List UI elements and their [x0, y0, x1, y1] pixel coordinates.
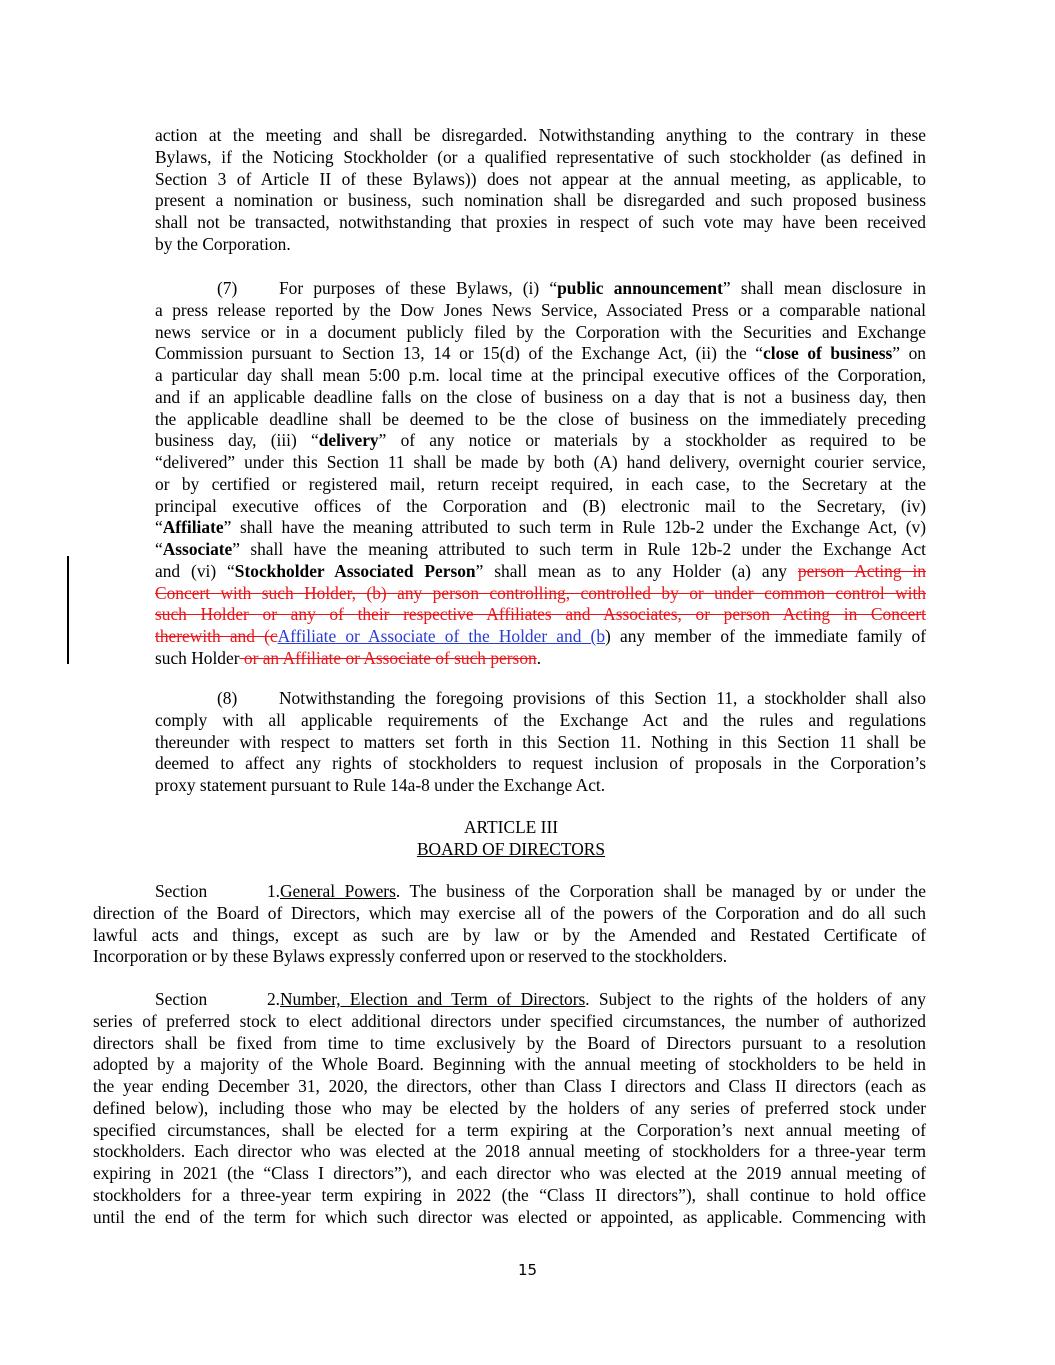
article-heading	[155, 817, 867, 861]
text-line: thereunder with respect to matters set forth in this Section 11. Nothing in this Section 11 shall be	[155, 731, 926, 752]
section-heading: General Powers	[280, 881, 396, 901]
article-title: BOARD OF DIRECTORS	[416, 838, 606, 859]
text-line: Section 1.General Powers. The business of the Corporation shall be managed by or under the	[155, 881, 926, 901]
paragraph-8	[155, 688, 926, 797]
text-line: (8) Notwithstanding the foregoing provisions of this Section 11, a stockholder shall also	[217, 688, 926, 708]
paragraph-number: (8)	[217, 688, 238, 708]
text-line: proxy statement pursuant to Rule 14a-8 under the Exchange Act.	[155, 775, 606, 795]
defined-term: close of business	[763, 343, 893, 364]
section-label: Section 2.	[155, 989, 280, 1009]
text-line: Bylaws, if the Noticing Stockholder (or a qualified representative of such stockholder (as defined in	[155, 146, 926, 167]
deleted-text: person Acting in	[797, 560, 926, 581]
text-line: principal executive offices of the Corporation and (B) electronic mail to the Secretary, (iv)	[155, 495, 926, 516]
section-1	[93, 881, 926, 968]
defined-term: Stockholder Associated Person	[234, 560, 476, 581]
text-line: and (vi) “Stockholder Associated Person” shall mean as to any Holder (a) any person Acting in	[155, 560, 926, 581]
text-line: direction of the Board of Directors, which may exercise all of the powers of the Corporation and do all such	[93, 902, 926, 923]
text-line: directors shall be fixed from time to time exclusively by the Board of Directors pursuant to a resolution	[93, 1032, 926, 1053]
text-line: shall not be transacted, notwithstanding that proxies in respect of such vote may have been received	[155, 212, 926, 232]
deleted-text: or an Affiliate or Associate of such person	[239, 647, 537, 668]
text-line: Section 3 of Article II of these Bylaws)) does not appear at the annual meeting, as applicable, to	[155, 168, 926, 189]
defined-term: Associate	[162, 539, 233, 559]
text-line: lawful acts and things, except as such are by law or by the Amended and Restated Certificate of	[93, 924, 926, 945]
paragraph-number: (7)	[217, 278, 238, 298]
text-line: a particular day shall mean 5:00 p.m. local time at the principal executive offices of the Corporation,	[155, 365, 926, 385]
text-line: expiring in 2021 (the “Class I directors”), and each director who was elected at the 2019 annual meeting of	[93, 1163, 926, 1183]
text-line: the applicable deadline shall be deemed to be the close of business on the immediately preceding	[155, 408, 926, 429]
deleted-text: therewith and (c	[155, 626, 278, 646]
text-line: news service or in a document publicly filed by the Corporation with the Securities and Exchange	[155, 321, 926, 342]
text-line: action at the meeting and shall be disregarded. Notwithstanding anything to the contrary in these	[155, 125, 926, 145]
section-2	[93, 989, 926, 1228]
text-line: comply with all applicable requirements of the Exchange Act and the rules and regulations	[155, 709, 926, 730]
text-line: (7) For purposes of these Bylaws, (i) “public announcement” shall mean disclosure in	[217, 278, 926, 298]
text-line: “delivered” under this Section 11 shall be made by both (A) hand delivery, overnight courier service,	[155, 452, 926, 472]
text-line: stockholders. Each director who was elected at the 2018 annual meeting of stockholders for a three-year term	[93, 1141, 926, 1162]
text-line: stockholders for a three-year term expiring in 2022 (the “Class II directors”), shall continue to hold office	[93, 1184, 926, 1205]
text-line: by the Corporation.	[155, 233, 291, 254]
text-line: Section 2.Number, Election and Term of Directors. Subject to the rights of the holders of any	[155, 989, 926, 1009]
defined-term: public announcement	[557, 278, 723, 298]
text-line: and if an applicable deadline falls on the close of business on a day that is not a business day, then	[155, 386, 926, 407]
section-heading: Number, Election and Term of Directors	[280, 989, 586, 1009]
text-line: series of preferred stock to elect additional directors under specified circumstances, the number of authorized	[93, 1010, 926, 1031]
defined-term: Affiliate	[162, 517, 224, 538]
change-bar	[67, 556, 69, 664]
text-line: Commission pursuant to Section 13, 14 or 15(d) of the Exchange Act, (ii) the “close of business” on	[155, 343, 926, 364]
text-line: “Associate” shall have the meaning attributed to such term in Rule 12b-2 under the Exchange Act	[155, 539, 926, 559]
text-line: defined below), including those who may be elected by the holders of any series of preferred stock under	[93, 1097, 926, 1118]
page-number: 15	[517, 1261, 538, 1279]
text-line: or by certified or registered mail, return receipt required, in each case, to the Secretary at the	[155, 473, 926, 494]
inserted-text: Affiliate or Associate of the Holder and (b	[277, 626, 606, 646]
text-line: present a nomination or business, such nomination shall be disregarded and such proposed business	[155, 190, 926, 211]
text-line: “Affiliate” shall have the meaning attributed to such term in Rule 12b-2 under the Exchange Act, (v)	[155, 517, 926, 538]
text-line: a press release reported by the Dow Jones News Service, Associated Press or a comparable national	[155, 299, 926, 320]
text-line: adopted by a majority of the Whole Board. Beginning with the annual meeting of stockholders to be held in	[93, 1054, 926, 1075]
text-line: deemed to affect any rights of stockholders to request inclusion of proposals in the Corporation’s	[155, 753, 926, 774]
text-line: business day, (iii) “delivery” of any notice or materials by a stockholder as required to be	[155, 430, 926, 451]
section-label: Section 1.	[155, 881, 280, 901]
deleted-text: Concert with such Holder, (b) any person controlling, controlled by or under common control with	[155, 582, 926, 603]
defined-term: delivery	[318, 430, 379, 451]
text-line: the year ending December 31, 2020, the directors, other than Class I directors and Class II directors (each as	[93, 1076, 926, 1096]
text-line: therewith and (cAffiliate or Associate of the Holder and (b) any member of the immediate family of	[155, 626, 926, 646]
text-line: specified circumstances, shall be elected for a term expiring at the Corporation’s next annual meeting of	[93, 1119, 926, 1140]
text-line: Incorporation or by these Bylaws expressly conferred upon or reserved to the stockholders.	[93, 946, 728, 967]
deleted-text: such Holder or any of their respective Affiliates and Associates, or person Acting in Concert	[155, 604, 926, 625]
paragraph-7	[155, 278, 926, 670]
article-number: ARTICLE III	[463, 817, 559, 837]
text-line: such Holder or an Affiliate or Associate of such person.	[155, 647, 542, 668]
text-line: until the end of the term for which such director was elected or appointed, as applicable. Commencing with	[93, 1206, 926, 1227]
paragraph-continuation	[155, 125, 926, 256]
